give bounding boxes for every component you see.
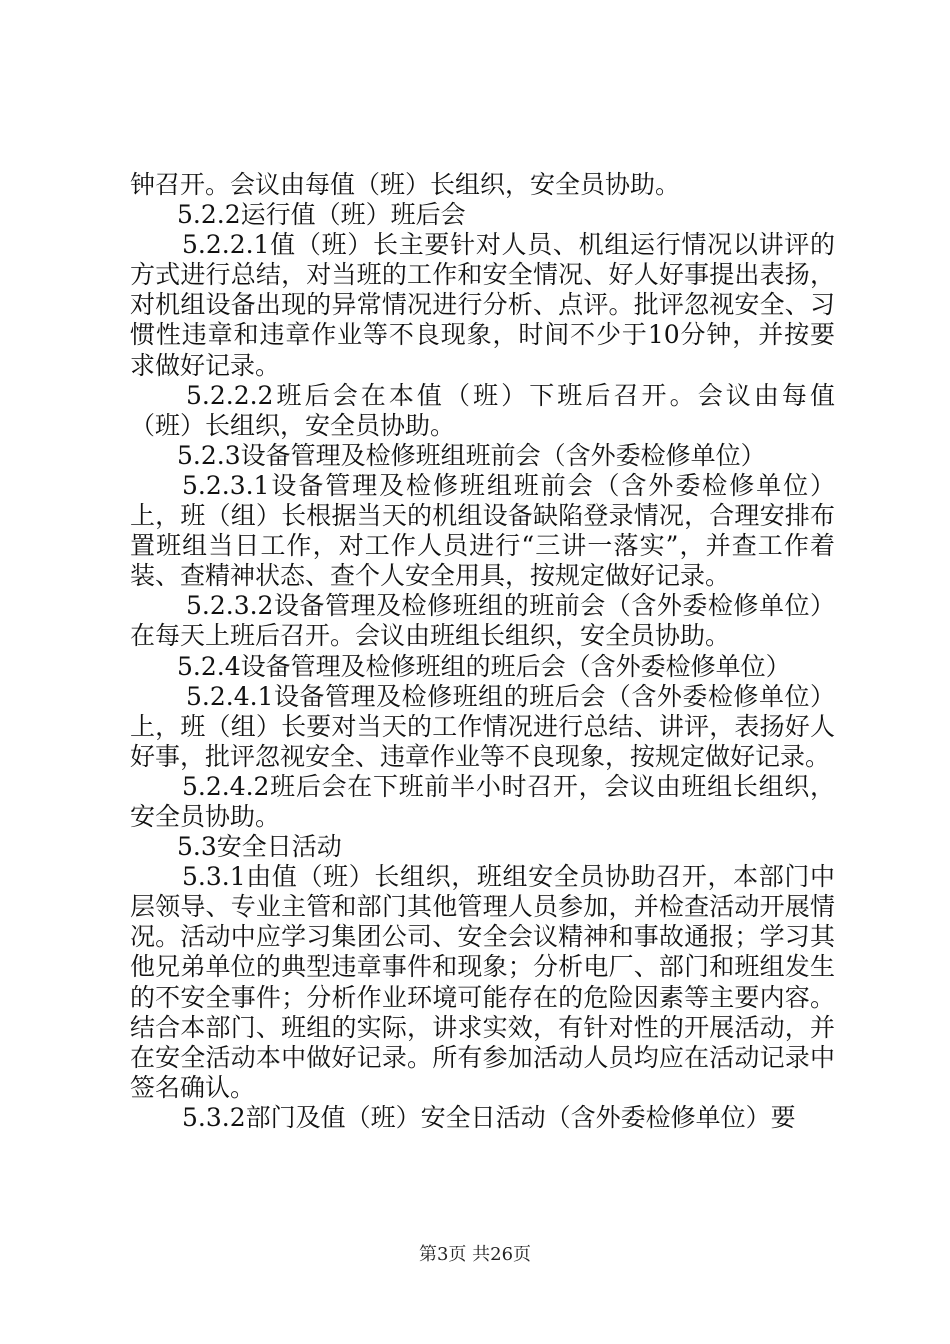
paragraph: 5.2.4.1设备管理及检修班组的班后会（含外委检修单位）上，班（组）长要对当天的工作情况进行总结、讲评，表扬好人好事，批评忽视安全、违章作业等不良现象，按规定做好记录。 [130,681,835,771]
paragraph: 钟召开。会议由每值（班）长组织，安全员协助。 [130,170,681,199]
paragraph: 5.2.2.2班后会在本值（班）下班后召开。会议由每值（班）长组织，安全员协助。 [130,380,835,440]
paragraph: 5.3.2部门及值（班）安全日活动（含外委检修单位）要 [182,1102,796,1132]
section-heading: 5.2.4设备管理及检修班组的班后会（含外委检修单位） [177,651,791,681]
document-body [130,170,835,1133]
section-heading: 5.2.2运行值（班）班后会 [177,200,466,230]
section-heading: 5.3安全日活动 [177,832,342,862]
paragraph: 5.2.2.1值（班）长主要针对人员、机组运行情况以讲评的方式进行总结，对当班的工作和安全情况、好人好事提出表扬，对机组设备出现的异常情况进行分析、点评。批评忽视安全、习惯性违章和违章作业等不良现象，时间不少于10分钟，并按要求做好记录。 [130,230,835,380]
section-heading: 5.2.3设备管理及检修班组班前会（含外委检修单位） [177,440,766,470]
paragraph: 5.3.1由值（班）长组织，班组安全员协助召开，本部门中层领导、专业主管和部门其他管理人员参加，并检查活动开展情况。活动中应学习集团公司、安全会议精神和事故通报；学习其他兄弟单位的典型违章事件和现象；分析电厂、部门和班组发生的不安全事件；分析作业环境可能存在的危险因素等主要内容。结合本部门、班组的实际，讲求实效，有针对性的开展活动，并在安全活动本中做好记录。所有参加活动人员均应在活动记录中签名确认。 [130,862,835,1102]
paragraph: 5.2.4.2班后会在下班前半小时召开，会议由班组长组织，安全员协助。 [130,771,835,831]
paragraph: 5.2.3.1设备管理及检修班组班前会（含外委检修单位）上，班（组）长根据当天的机组设备缺陷登录情况，合理安排布置班组当日工作，对工作人员进行“三讲一落实”，并查工作着装、查精神状态、查个人安全用具，按规定做好记录。 [130,470,835,591]
paragraph: 5.2.3.2设备管理及检修班组的班前会（含外委检修单位）在每天上班后召开。会议由班组长组织，安全员协助。 [130,591,835,651]
page-footer: 第3页 共26页 [418,1244,532,1265]
